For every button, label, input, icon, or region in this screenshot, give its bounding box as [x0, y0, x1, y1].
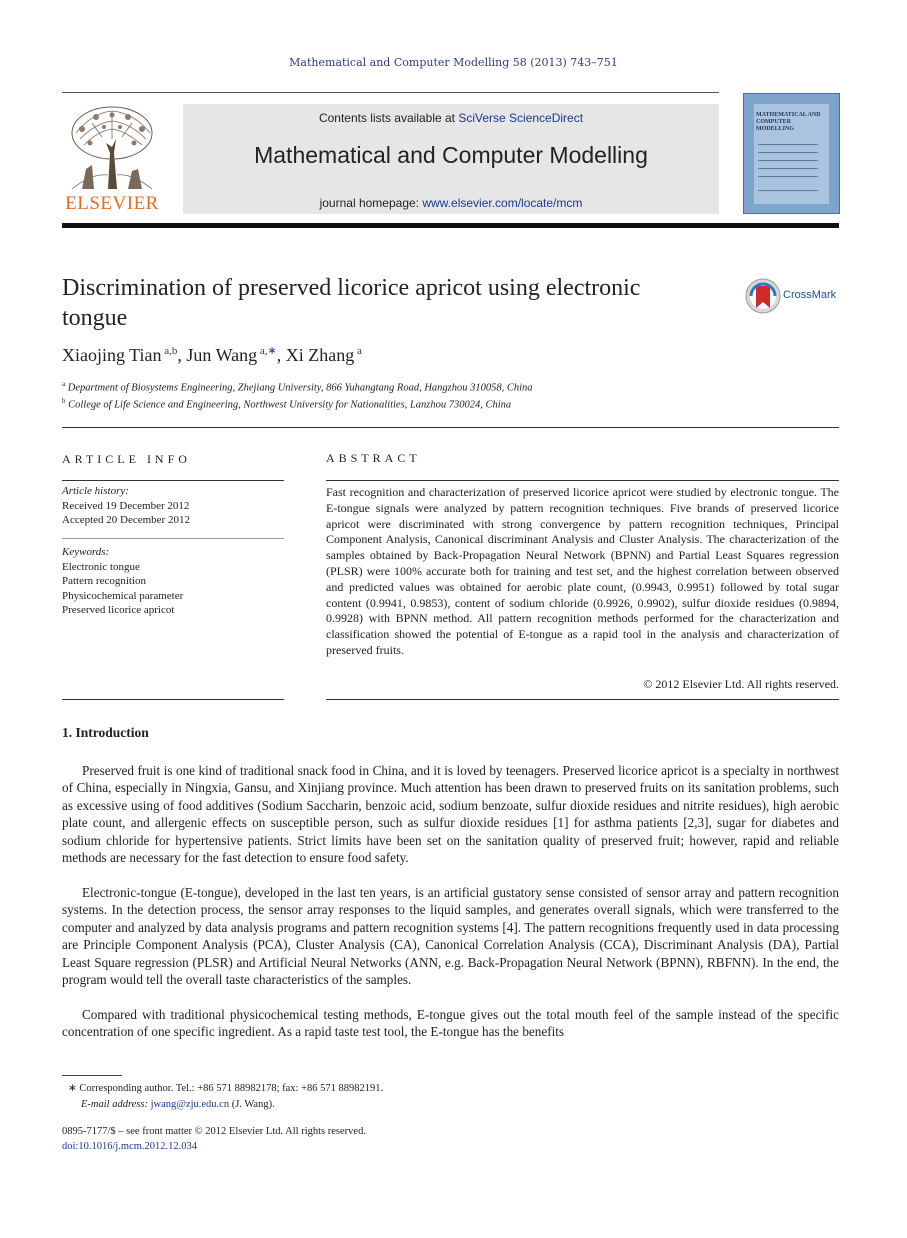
cover-title: MATHEMATICAL AND COMPUTER MODELLING: [756, 112, 821, 132]
article-history: [62, 484, 284, 528]
cover-line: [758, 144, 818, 145]
accepted-date: Accepted 20 December 2012: [62, 514, 190, 526]
author-list: [62, 344, 362, 366]
article-info-rule: [62, 480, 284, 481]
homepage-link[interactable]: www.elsevier.com/locate/mcm: [422, 196, 583, 210]
corresponding-author-note: ∗ Corresponding author. Tel.: +86 571 88982178; fax: +86 571 88982191.: [68, 1083, 384, 1094]
email-suffix: (J. Wang).: [229, 1099, 275, 1110]
contents-line: [183, 111, 719, 125]
received-date: Received 19 December 2012: [62, 499, 190, 512]
author-separator: ,: [276, 345, 286, 365]
intro-paragraph-3: Compared with traditional physicochemical testing methods, E-tongue gives out the total mouth feel of the sample instead of the specific concentration of one specific ingredient. As a rapid taste test tool, the E-tongue has the benefits: [62, 1007, 839, 1040]
author-affiliation-mark[interactable]: a: [354, 345, 362, 357]
crossmark-label: CrossMark: [783, 289, 837, 301]
cover-line: [758, 160, 818, 161]
article-title: Discrimination of preserved licorice apricot using electronic tongue: [62, 275, 641, 331]
sciencedirect-link[interactable]: SciVerse ScienceDirect: [458, 111, 584, 125]
cover-line: [758, 190, 818, 191]
contents-prefix: Contents lists available at: [318, 111, 459, 125]
keywords-block: [62, 545, 284, 618]
author-separator: ,: [177, 345, 187, 365]
journal-cover-thumbnail[interactable]: [743, 93, 840, 214]
affiliation-mark: a: [62, 380, 66, 388]
crossmark-badge[interactable]: [745, 278, 840, 314]
homepage-line: [183, 196, 719, 210]
section-heading-introduction: 1. Introduction: [62, 725, 149, 740]
email-label: E-mail address:: [81, 1099, 151, 1110]
intro-paragraph-1: Preserved fruit is one kind of traditional snack food in China, and it is loved by teenagers. Preserved licorice apricot is a specialty in northwest of China, especially in Ningxia, Gansu, and Xinjiang province. Much attention has been drawn to preserved fruits on its sanitation problems, such as excessive using of food additives (Sodium Saccharin, benzoic acid, sodium benzoate, sulfur dioxide residues and nitrite residues), high aerobic plate count, and allergenic effects on susceptible person, such as sulfur dioxide residues [1] for asthma patients [2,3], sugar for diabetes and sodium chloride for hypertensive patients. Strict limits have been set on the sanitation quality of preserved fruit; however, rapid and reliable methods are necessary for the fast detection to ensure food safety.: [62, 763, 839, 866]
affiliation-mark: b: [62, 397, 66, 405]
keyword[interactable]: Preserved licorice apricot: [62, 604, 175, 616]
affiliation-text: College of Life Science and Engineering, Northwest University for Nationalities, Lanzhou 730024, China: [68, 399, 512, 411]
article-info-heading: ARTICLE INFO: [62, 452, 191, 466]
keyword[interactable]: Physicochemical parameter: [62, 589, 184, 602]
author-name[interactable]: Xiaojing Tian: [62, 345, 162, 365]
keywords-label: Keywords:: [62, 546, 110, 558]
cover-line: [758, 152, 818, 153]
keyword[interactable]: Pattern recognition: [62, 575, 147, 587]
abstract-bottom-rule: [326, 699, 839, 700]
journal-banner: [183, 104, 719, 214]
cover-line: [758, 168, 818, 169]
author-name[interactable]: Xi Zhang: [285, 345, 355, 365]
author-affiliation-mark[interactable]: a,b: [161, 345, 178, 357]
email-note: [81, 1099, 275, 1110]
issn-line: 0895-7177/$ – see front matter © 2012 Elsevier Ltd. All rights reserved.: [62, 1126, 366, 1137]
article-info-bottom-rule: [62, 699, 284, 700]
footnote-rule: [62, 1075, 122, 1076]
affiliation-text: Department of Biosystems Engineering, Zhejiang University, 866 Yuhangtang Road, Hangzhou 310058, China: [67, 382, 533, 394]
affiliation-b: [62, 397, 511, 411]
keyword[interactable]: Electronic tongue: [62, 560, 140, 573]
elsevier-tree-icon: [62, 103, 162, 191]
header-thick-rule: [62, 223, 839, 228]
cover-line: [758, 176, 818, 177]
elsevier-logo[interactable]: [62, 103, 162, 215]
journal-reference[interactable]: Mathematical and Computer Modelling 58 (2013) 743–751: [289, 56, 618, 69]
abstract-rule: [326, 480, 839, 481]
email-link[interactable]: jwang@zju.edu.cn: [150, 1099, 230, 1110]
intro-paragraph-2: Electronic-tongue (E-tongue), developed in the last ten years, is an artificial gustatory sense consisted of sensor array and pattern recognition systems. In the detection process, the sensor array responses to the liquid samples, and generates overall signals, which were transferred to the computer and analyzed by data analysis programs and pattern recognition systems [4]. The pattern recognitions frequently used in data processing are Principle Component Analysis (PCA), Cluster Analysis (CA), Canonical Correlation Analysis (CCA), Discriminant Analysis (DA), Partial Least Square regression (PLSR) and Artificial Neural Networks (ANN, e.g. Back-Propagation Neural Network (BPNN), RBFNN). In the end, the program would tell the overall taste characteristics of the samples.: [62, 885, 839, 988]
title-block-rule: [62, 427, 839, 428]
abstract-copyright: © 2012 Elsevier Ltd. All rights reserved.: [643, 677, 839, 691]
abstract-text: Fast recognition and characterization of preserved licorice apricot were studied by electronic tongue. The E-tongue signals were analyzed by pattern recognition techniques. Five brands of preserved licorice apricot were discriminated with strong convergence by pattern recognition techniques, Principal Component Analysis, Canonical discriminant Analysis and Cluster Analysis. The characterization of the samples obtained by Back-Propagation Neural Network (BPNN) and Partial Least Squares regression (PLSR) were 100% accurate both for training and test set, and the highest correlation between observed and predicted values was obtained for aerobic plate count, (0.9943, 0.9951) followed by total sugar content (0.9941, 0.9853), content of sodium chloride (0.9926, 0.9902), sulfur dioxide residues (0.9894, 0.9928) with BPNN method. All pattern recognition methods performed for the characterization and classification showed the potential of E-tongue as a rapid tool in the analysis and characterization of preserved fruits.: [326, 485, 839, 657]
author-affiliation-mark[interactable]: a,∗: [257, 345, 277, 357]
crossmark-icon: [745, 278, 781, 314]
journal-title: Mathematical and Computer Modelling: [254, 142, 648, 168]
doi-link[interactable]: doi:10.1016/j.mcm.2012.12.034: [62, 1141, 198, 1152]
header-top-rule: [62, 92, 719, 93]
affiliation-a: [62, 380, 533, 394]
homepage-prefix: journal homepage:: [319, 196, 423, 210]
author-name[interactable]: Jun Wang: [186, 345, 258, 365]
abstract-heading: ABSTRACT: [326, 451, 421, 465]
history-label: Article history:: [62, 485, 129, 497]
publisher-wordmark: ELSEVIER: [65, 193, 159, 214]
info-divider: [62, 538, 284, 539]
